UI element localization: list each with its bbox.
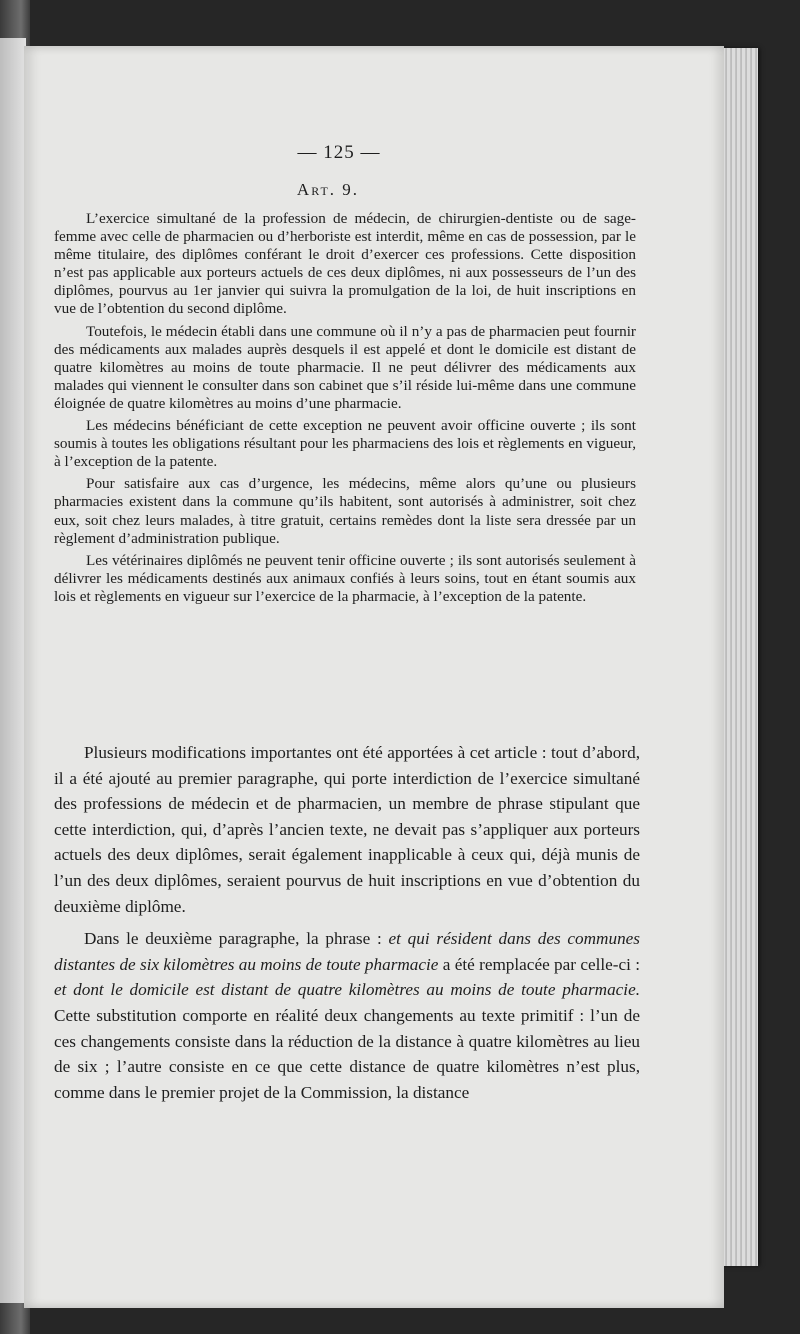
- previous-page-edge: [0, 38, 26, 1303]
- quoted-phrase-old: et qui résident dans des communes distantes de six kilomètres au moins de toute pharmacie: [54, 929, 640, 974]
- commentary-text: a été remplacée par celle-ci :: [438, 954, 640, 974]
- commentary-paragraph: Plusieurs modifications importantes ont été apportées à cet article : tout d’abord, il a été ajouté au premier paragraphe, qui porte interdiction de l’exercice simultané des professions de médecin et de pharmacien, un membre de phrase stipulant que cette interdiction, qui, d’après l’ancien texte, ne devait pas s’appliquer aux porteurs actuels des deux diplômes, serait également inapplicable à ceux qui, déjà munis de l’un des deux diplômes, seraient pourvus de huit inscriptions en vue d’obtention du deuxième diplôme.: [54, 743, 640, 916]
- article-paragraph: Toutefois, le médecin établi dans une commune où il n’y a pas de pharmacien peut fournir des médicaments aux malades auprès desquels il est appelé et dont le domicile est distant de quatre kilomètres au moins de toute pharmacie. Il ne peut délivrer des médicaments aux malades qui viennent le consulter dans son cabinet que s’il réside lui-même dans une commune éloignée de quatre kilomètres au moins d’une pharmacie.: [54, 322, 636, 412]
- commentary-text: Dans le deuxième paragraphe, la phrase :: [84, 929, 389, 949]
- article-paragraph: Les médecins bénéficiant de cette exception ne peuvent avoir officine ouverte ; ils sont soumis à toutes les obligations résultant pour les pharmaciens des lois et règlements en vigueur, à l’exception de la patente.: [54, 417, 636, 471]
- article-paragraph: Pour satisfaire aux cas d’urgence, les médecins, même alors qu’une ou plusieurs pharmacies existent dans la commune qu’ils habitent, sont autorisés à administrer, soit chez eux, soit chez leurs malades, à titre gratuit, certains remèdes dont la liste sera dressée par un règlement d’administration publique.: [54, 475, 636, 547]
- commentary: [54, 740, 640, 1112]
- article-title: Art. 9.: [296, 180, 360, 199]
- commentary-text: Cette substitution comporte en réalité deux changements au texte primitif : l’un de ces changements consiste dans la réduction de la distance à quatre kilomètres au lieu de six ; l’autre consiste en ce que cette distance de quatre kilomètres n’est plus, comme dans le premier projet de la Commission, la distance: [54, 1005, 640, 1102]
- book-page: [24, 46, 724, 1308]
- page-number: — 125 —: [297, 142, 381, 163]
- commentary-paragraph: [54, 926, 640, 1105]
- article-paragraph: Les vétérinaires diplômés ne peuvent tenir officine ouverte ; ils sont autorisés seulement à délivrer les médicaments destinés aux animaux confiés à leurs soins, tout en étant soumis aux lois et règlements en vigueur sur l’exercice de la pharmacie, à l’exception de la patente.: [54, 551, 636, 605]
- quoted-phrase-new: et dont le domicile est distant de quatre kilomètres au moins de toute pharmacie.: [54, 980, 640, 1000]
- article-paragraph: L’exercice simultané de la profession de médecin, de chirurgien-dentiste ou de sage-femme avec celle de pharmacien ou d’herboriste est interdit, même en cas de possession, par le même titulaire, des diplômes conférant le droit d’exercer ces professions. Cette disposition n’est pas applicable aux porteurs actuels de ces deux diplômes, ni aux possesseurs de l’un des diplômes, pourvus au 1er janvier qui suivra la promulgation de la loi, de huit inscriptions en vue de l’obtention du second diplôme.: [54, 210, 636, 318]
- article-text: [54, 210, 636, 610]
